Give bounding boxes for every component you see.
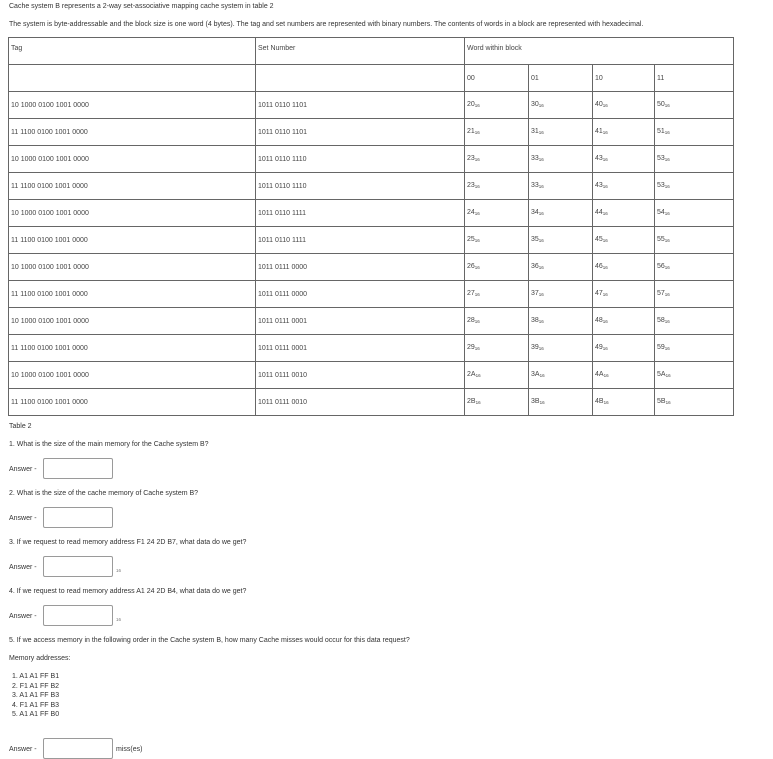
word-value: 3A [531, 371, 540, 378]
word-value: 33 [531, 155, 539, 162]
hex-base-subscript: 16 [539, 400, 545, 405]
set-header: Set Number [256, 38, 465, 65]
word-cell [465, 92, 529, 119]
answer-4-subscript: 16 [116, 617, 122, 622]
empty-cell [256, 65, 465, 92]
hex-base-subscript: 16 [664, 184, 670, 189]
word-cell [593, 335, 655, 362]
word-value: 55 [657, 236, 665, 243]
hex-base-subscript: 16 [602, 184, 608, 189]
hex-base-subscript: 16 [602, 238, 608, 243]
set-cell: 1011 0110 1111 [256, 200, 465, 227]
table-header-row [9, 38, 734, 65]
hex-base-subscript: 16 [664, 238, 670, 243]
answer-3-input[interactable] [43, 556, 113, 577]
hex-base-subscript: 16 [664, 211, 670, 216]
hex-base-subscript: 16 [474, 346, 480, 351]
answer-label: Answer - [9, 564, 37, 571]
hex-base-subscript: 16 [602, 319, 608, 324]
word-cell [593, 146, 655, 173]
hex-base-subscript: 16 [538, 130, 544, 135]
word-value: 28 [467, 317, 475, 324]
tag-cell: 11 1100 0100 1001 0000 [9, 389, 256, 416]
word-value: 29 [467, 344, 475, 351]
word-value: 5A [657, 371, 666, 378]
answer-label: Answer - [9, 515, 37, 522]
word-cell [529, 227, 593, 254]
word-value: 25 [467, 236, 475, 243]
table-row [9, 254, 734, 281]
hex-base-subscript: 16 [474, 238, 480, 243]
table-row [9, 119, 734, 146]
hex-base-subscript: 16 [664, 157, 670, 162]
word-value: 5B [657, 398, 666, 405]
word-cell [593, 308, 655, 335]
set-cell: 1011 0110 1101 [256, 119, 465, 146]
question-1: 1. What is the size of the main memory for the Cache system B? [9, 441, 209, 448]
answer-3-subscript: 16 [116, 568, 122, 573]
hex-base-subscript: 16 [474, 265, 480, 270]
word-cell [529, 200, 593, 227]
word-value: 45 [595, 236, 603, 243]
word-value: 44 [595, 209, 603, 216]
hex-base-subscript: 16 [664, 130, 670, 135]
word-col-11: 11 [655, 65, 734, 92]
address-item: 3. A1 A1 FF B3 [12, 692, 60, 699]
word-value: 56 [657, 263, 665, 270]
question-2: 2. What is the size of the cache memory of Cache system B? [9, 490, 199, 497]
table-row [9, 146, 734, 173]
word-cell [655, 281, 734, 308]
empty-cell [9, 65, 256, 92]
word-value: 53 [657, 155, 665, 162]
word-cell [465, 389, 529, 416]
word-value: 2A [467, 371, 476, 378]
answer-2-input[interactable] [43, 507, 113, 528]
word-value: 40 [595, 101, 603, 108]
hex-base-subscript: 16 [538, 265, 544, 270]
word-cell [655, 92, 734, 119]
tag-cell: 10 1000 0100 1001 0000 [9, 92, 256, 119]
word-cell [529, 173, 593, 200]
hex-base-subscript: 16 [665, 400, 671, 405]
word-cell [465, 281, 529, 308]
word-value: 31 [531, 128, 539, 135]
hex-base-subscript: 16 [539, 373, 545, 378]
hex-base-subscript: 16 [538, 157, 544, 162]
hex-base-subscript: 16 [538, 319, 544, 324]
word-cell [465, 308, 529, 335]
tag-header: Tag [9, 38, 256, 65]
hex-base-subscript: 16 [602, 211, 608, 216]
word-value: 50 [657, 101, 665, 108]
question-4: 4. If we request to read memory address A1 24 2D B4, what data do we get? [9, 588, 247, 595]
word-cell [655, 389, 734, 416]
word-cell [655, 254, 734, 281]
word-cell [465, 200, 529, 227]
word-cell [465, 173, 529, 200]
table-row [9, 281, 734, 308]
word-value: 23 [467, 182, 475, 189]
hex-base-subscript: 16 [602, 292, 608, 297]
word-cell [465, 119, 529, 146]
word-offset-row [9, 65, 734, 92]
hex-base-subscript: 16 [603, 373, 609, 378]
hex-base-subscript: 16 [664, 265, 670, 270]
word-cell [593, 227, 655, 254]
hex-base-subscript: 16 [602, 346, 608, 351]
cache-table [8, 37, 734, 416]
word-value: 21 [467, 128, 475, 135]
word-cell [593, 254, 655, 281]
word-cell [593, 92, 655, 119]
word-value: 23 [467, 155, 475, 162]
word-value: 3B [531, 398, 540, 405]
word-col-10: 10 [593, 65, 655, 92]
hex-base-subscript: 16 [475, 400, 481, 405]
word-value: 46 [595, 263, 603, 270]
table-row [9, 92, 734, 119]
word-value: 34 [531, 209, 539, 216]
hex-base-subscript: 16 [602, 103, 608, 108]
word-cell [465, 146, 529, 173]
answer-label: Answer - [9, 746, 37, 753]
set-cell: 1011 0111 0001 [256, 335, 465, 362]
word-value: 41 [595, 128, 603, 135]
word-cell [529, 146, 593, 173]
word-cell [655, 308, 734, 335]
table-row [9, 362, 734, 389]
word-value: 59 [657, 344, 665, 351]
word-cell [593, 389, 655, 416]
word-cell [465, 335, 529, 362]
set-cell: 1011 0110 1111 [256, 227, 465, 254]
table-row [9, 200, 734, 227]
hex-base-subscript: 16 [538, 346, 544, 351]
hex-base-subscript: 16 [602, 265, 608, 270]
word-cell [655, 335, 734, 362]
word-cell [655, 362, 734, 389]
hex-base-subscript: 16 [602, 130, 608, 135]
table-row [9, 173, 734, 200]
misses-suffix: miss(es) [116, 746, 143, 753]
table-row [9, 308, 734, 335]
word-value: 35 [531, 236, 539, 243]
set-cell: 1011 0111 0000 [256, 281, 465, 308]
word-value: 37 [531, 290, 539, 297]
word-value: 47 [595, 290, 603, 297]
word-value: 27 [467, 290, 475, 297]
word-value: 4A [595, 371, 604, 378]
question-3: 3. If we request to read memory address F1 24 2D B7, what data do we get? [9, 539, 247, 546]
word-value: 20 [467, 101, 475, 108]
hex-base-subscript: 16 [664, 103, 670, 108]
word-value: 4B [595, 398, 604, 405]
tag-cell: 11 1100 0100 1001 0000 [9, 119, 256, 146]
set-cell: 1011 0111 0010 [256, 389, 465, 416]
word-cell [655, 173, 734, 200]
address-item: 4. F1 A1 FF B3 [12, 701, 60, 709]
tag-cell: 10 1000 0100 1001 0000 [9, 254, 256, 281]
word-cell [529, 119, 593, 146]
hex-base-subscript: 16 [538, 238, 544, 243]
tag-cell: 10 1000 0100 1001 0000 [9, 362, 256, 389]
word-value: 43 [595, 182, 603, 189]
word-cell [465, 227, 529, 254]
word-value: 24 [467, 209, 475, 216]
tag-cell: 10 1000 0100 1001 0000 [9, 308, 256, 335]
word-value: 53 [657, 182, 665, 189]
hex-base-subscript: 16 [474, 103, 480, 108]
tag-cell: 11 1100 0100 1001 0000 [9, 227, 256, 254]
word-value: 49 [595, 344, 603, 351]
word-col-01: 01 [529, 65, 593, 92]
word-value: 30 [531, 101, 539, 108]
hex-base-subscript: 16 [665, 373, 671, 378]
hex-base-subscript: 16 [474, 319, 480, 324]
hex-base-subscript: 16 [538, 184, 544, 189]
word-value: 48 [595, 317, 603, 324]
word-cell [593, 362, 655, 389]
answer-5-input[interactable] [43, 738, 113, 759]
set-cell: 1011 0111 0001 [256, 308, 465, 335]
table-row [9, 389, 734, 416]
word-cell [655, 119, 734, 146]
tag-cell: 11 1100 0100 1001 0000 [9, 281, 256, 308]
word-cell [655, 146, 734, 173]
answer-4-input[interactable] [43, 605, 113, 626]
table-row [9, 227, 734, 254]
tag-cell: 11 1100 0100 1001 0000 [9, 173, 256, 200]
word-cell [593, 173, 655, 200]
word-value: 36 [531, 263, 539, 270]
word-cell [529, 389, 593, 416]
hex-base-subscript: 16 [474, 211, 480, 216]
word-col-00: 00 [465, 65, 529, 92]
set-cell: 1011 0111 0000 [256, 254, 465, 281]
set-cell: 1011 0110 1101 [256, 92, 465, 119]
word-cell [465, 362, 529, 389]
hex-base-subscript: 16 [664, 346, 670, 351]
word-value: 54 [657, 209, 665, 216]
word-cell [529, 362, 593, 389]
hex-base-subscript: 16 [538, 292, 544, 297]
word-value: 38 [531, 317, 539, 324]
word-cell [465, 254, 529, 281]
word-value: 58 [657, 317, 665, 324]
word-cell [593, 200, 655, 227]
hex-base-subscript: 16 [475, 373, 481, 378]
set-cell: 1011 0110 1110 [256, 173, 465, 200]
word-value: 2B [467, 398, 476, 405]
hex-base-subscript: 16 [603, 400, 609, 405]
word-value: 39 [531, 344, 539, 351]
word-cell [529, 335, 593, 362]
word-value: 26 [467, 263, 475, 270]
word-cell [655, 227, 734, 254]
hex-base-subscript: 16 [602, 157, 608, 162]
address-item: 2. F1 A1 FF B2 [12, 682, 60, 690]
word-value: 43 [595, 155, 603, 162]
answer-label: Answer - [9, 466, 37, 473]
word-cell [529, 254, 593, 281]
word-cell [593, 281, 655, 308]
hex-base-subscript: 16 [664, 292, 670, 297]
hex-base-subscript: 16 [664, 319, 670, 324]
hex-base-subscript: 16 [474, 157, 480, 162]
answer-1-input[interactable] [43, 458, 113, 479]
tag-cell: 10 1000 0100 1001 0000 [9, 200, 256, 227]
address-item: 5. A1 A1 FF B0 [12, 711, 60, 718]
tag-cell: 10 1000 0100 1001 0000 [9, 146, 256, 173]
memory-addresses-label: Memory addresses: [9, 655, 71, 662]
intro-line-1: Cache system B represents a 2-way set-associative mapping cache system in table 2 [9, 3, 274, 10]
word-cell [529, 92, 593, 119]
hex-base-subscript: 16 [474, 184, 480, 189]
word-value: 33 [531, 182, 539, 189]
set-cell: 1011 0110 1110 [256, 146, 465, 173]
address-list [12, 672, 59, 720]
hex-base-subscript: 16 [538, 211, 544, 216]
table-caption: Table 2 [9, 423, 32, 430]
table-row [9, 335, 734, 362]
hex-base-subscript: 16 [538, 103, 544, 108]
tag-cell: 11 1100 0100 1001 0000 [9, 335, 256, 362]
answer-label: Answer - [9, 613, 37, 620]
word-cell [655, 200, 734, 227]
word-cell [529, 308, 593, 335]
word-cell [529, 281, 593, 308]
hex-base-subscript: 16 [474, 130, 480, 135]
address-item: 1. A1 A1 FF B1 [12, 673, 60, 680]
word-cell [593, 119, 655, 146]
word-value: 51 [657, 128, 665, 135]
word-header: Word within block [465, 38, 734, 65]
set-cell: 1011 0111 0010 [256, 362, 465, 389]
word-value: 57 [657, 290, 665, 297]
question-5: 5. If we access memory in the following order in the Cache system B, how many Cache misses would occur for this data request? [9, 637, 410, 644]
intro-line-2: The system is byte-addressable and the block size is one word (4 bytes). The tag and set numbers are represented with binary numbers. The contents of words in a block are represented with hexadecimal. [9, 21, 644, 28]
hex-base-subscript: 16 [474, 292, 480, 297]
